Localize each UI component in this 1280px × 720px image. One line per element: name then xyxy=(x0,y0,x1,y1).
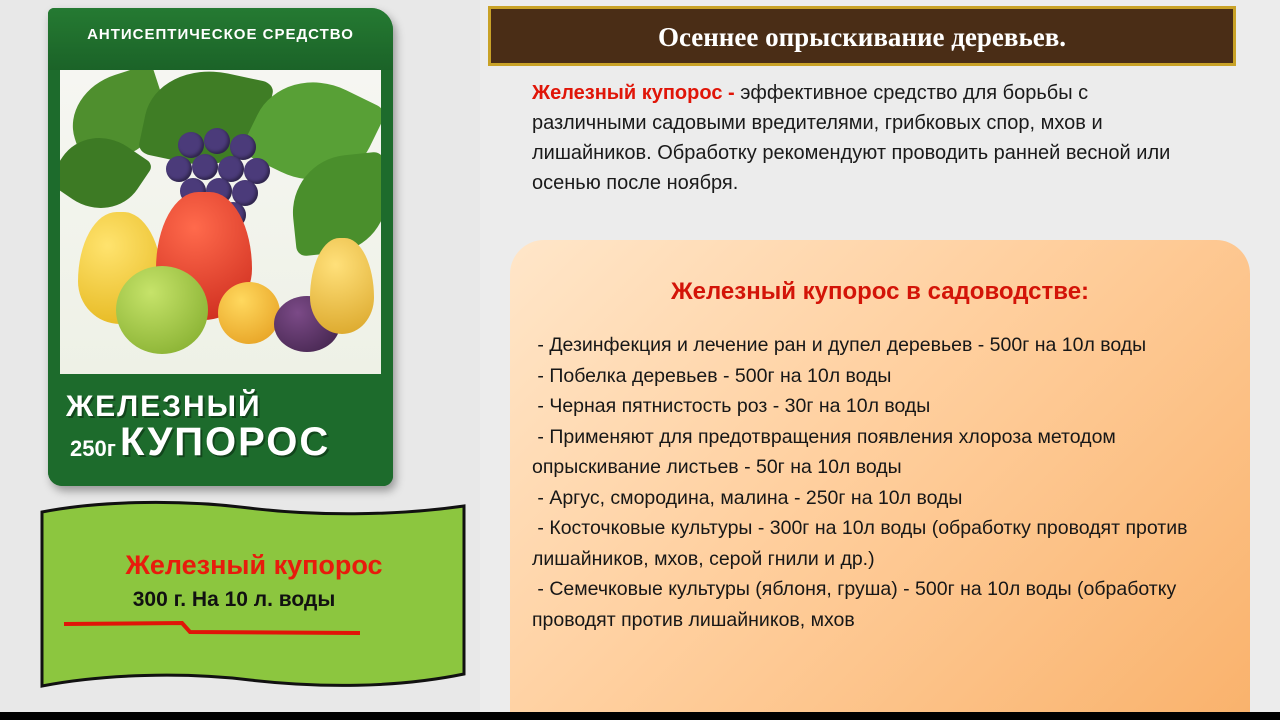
left-panel xyxy=(0,0,480,720)
package-top-label: АНТИСЕПТИЧЕСКОЕ СРЕДСТВО xyxy=(87,26,354,43)
usage-list xyxy=(532,330,1232,635)
page-title: Осеннее опрыскивание деревьев. xyxy=(657,22,1067,52)
list-item: - Черная пятнистость роз - 30г на 10л воды xyxy=(532,395,931,417)
list-item: - Косточковые культуры - 300г на 10л воды (обработку проводят против лишайников, мхов, серой гнили и др.) xyxy=(532,517,1193,570)
bottom-letterbox-bar xyxy=(0,712,1280,720)
package-fruit-photo xyxy=(60,70,381,375)
list-item: - Семечковые культуры (яблоня, груша) - 500г на 10л воды (обработку проводят против лишайников, мхов xyxy=(532,578,1182,631)
banner-title: Железный купорос xyxy=(125,550,383,580)
dosage-banner xyxy=(34,498,474,710)
usage-card-title: Железный купорос в садоводстве: xyxy=(670,278,1090,305)
usage-card xyxy=(510,240,1250,720)
grape-berry xyxy=(192,154,218,180)
product-package-image xyxy=(48,8,393,486)
green-apple-fruit xyxy=(116,266,208,354)
package-name-line1: ЖЕЛЕЗНЫЙ xyxy=(66,390,262,423)
list-item: - Применяют для предотвращения появления хлороза методом опрыскивание листьев - 50г на 10л воды xyxy=(532,425,1122,478)
header-bar xyxy=(488,6,1236,66)
banner-underline xyxy=(62,616,362,646)
intro-text: эффективное средство для борьбы с различными садовыми вредителями, грибковых спор, мхов и лишайников. Обработку рекомендуют проводить ранней весной или осенью после ноября. xyxy=(532,82,1171,194)
right-panel xyxy=(480,0,1280,720)
pear-fruit xyxy=(310,238,374,334)
list-item: - Побелка деревьев - 500г на 10л воды xyxy=(532,364,892,387)
intro-paragraph xyxy=(532,78,1172,198)
intro-highlight: Железный купорос - xyxy=(532,82,735,104)
package-weight: 250г xyxy=(70,436,116,461)
package-name-line2: КУПОРОС xyxy=(120,420,331,464)
yellow-plum-fruit xyxy=(218,282,280,344)
list-item: - Аргус, смородина, малина - 250г на 10л воды xyxy=(532,486,963,509)
banner-dosage: 300 г. На 10 л. воды xyxy=(132,588,336,611)
grape-berry xyxy=(204,128,230,154)
list-item: - Дезинфекция и лечение ран и дупел деревьев - 500г на 10л воды xyxy=(532,334,1147,356)
